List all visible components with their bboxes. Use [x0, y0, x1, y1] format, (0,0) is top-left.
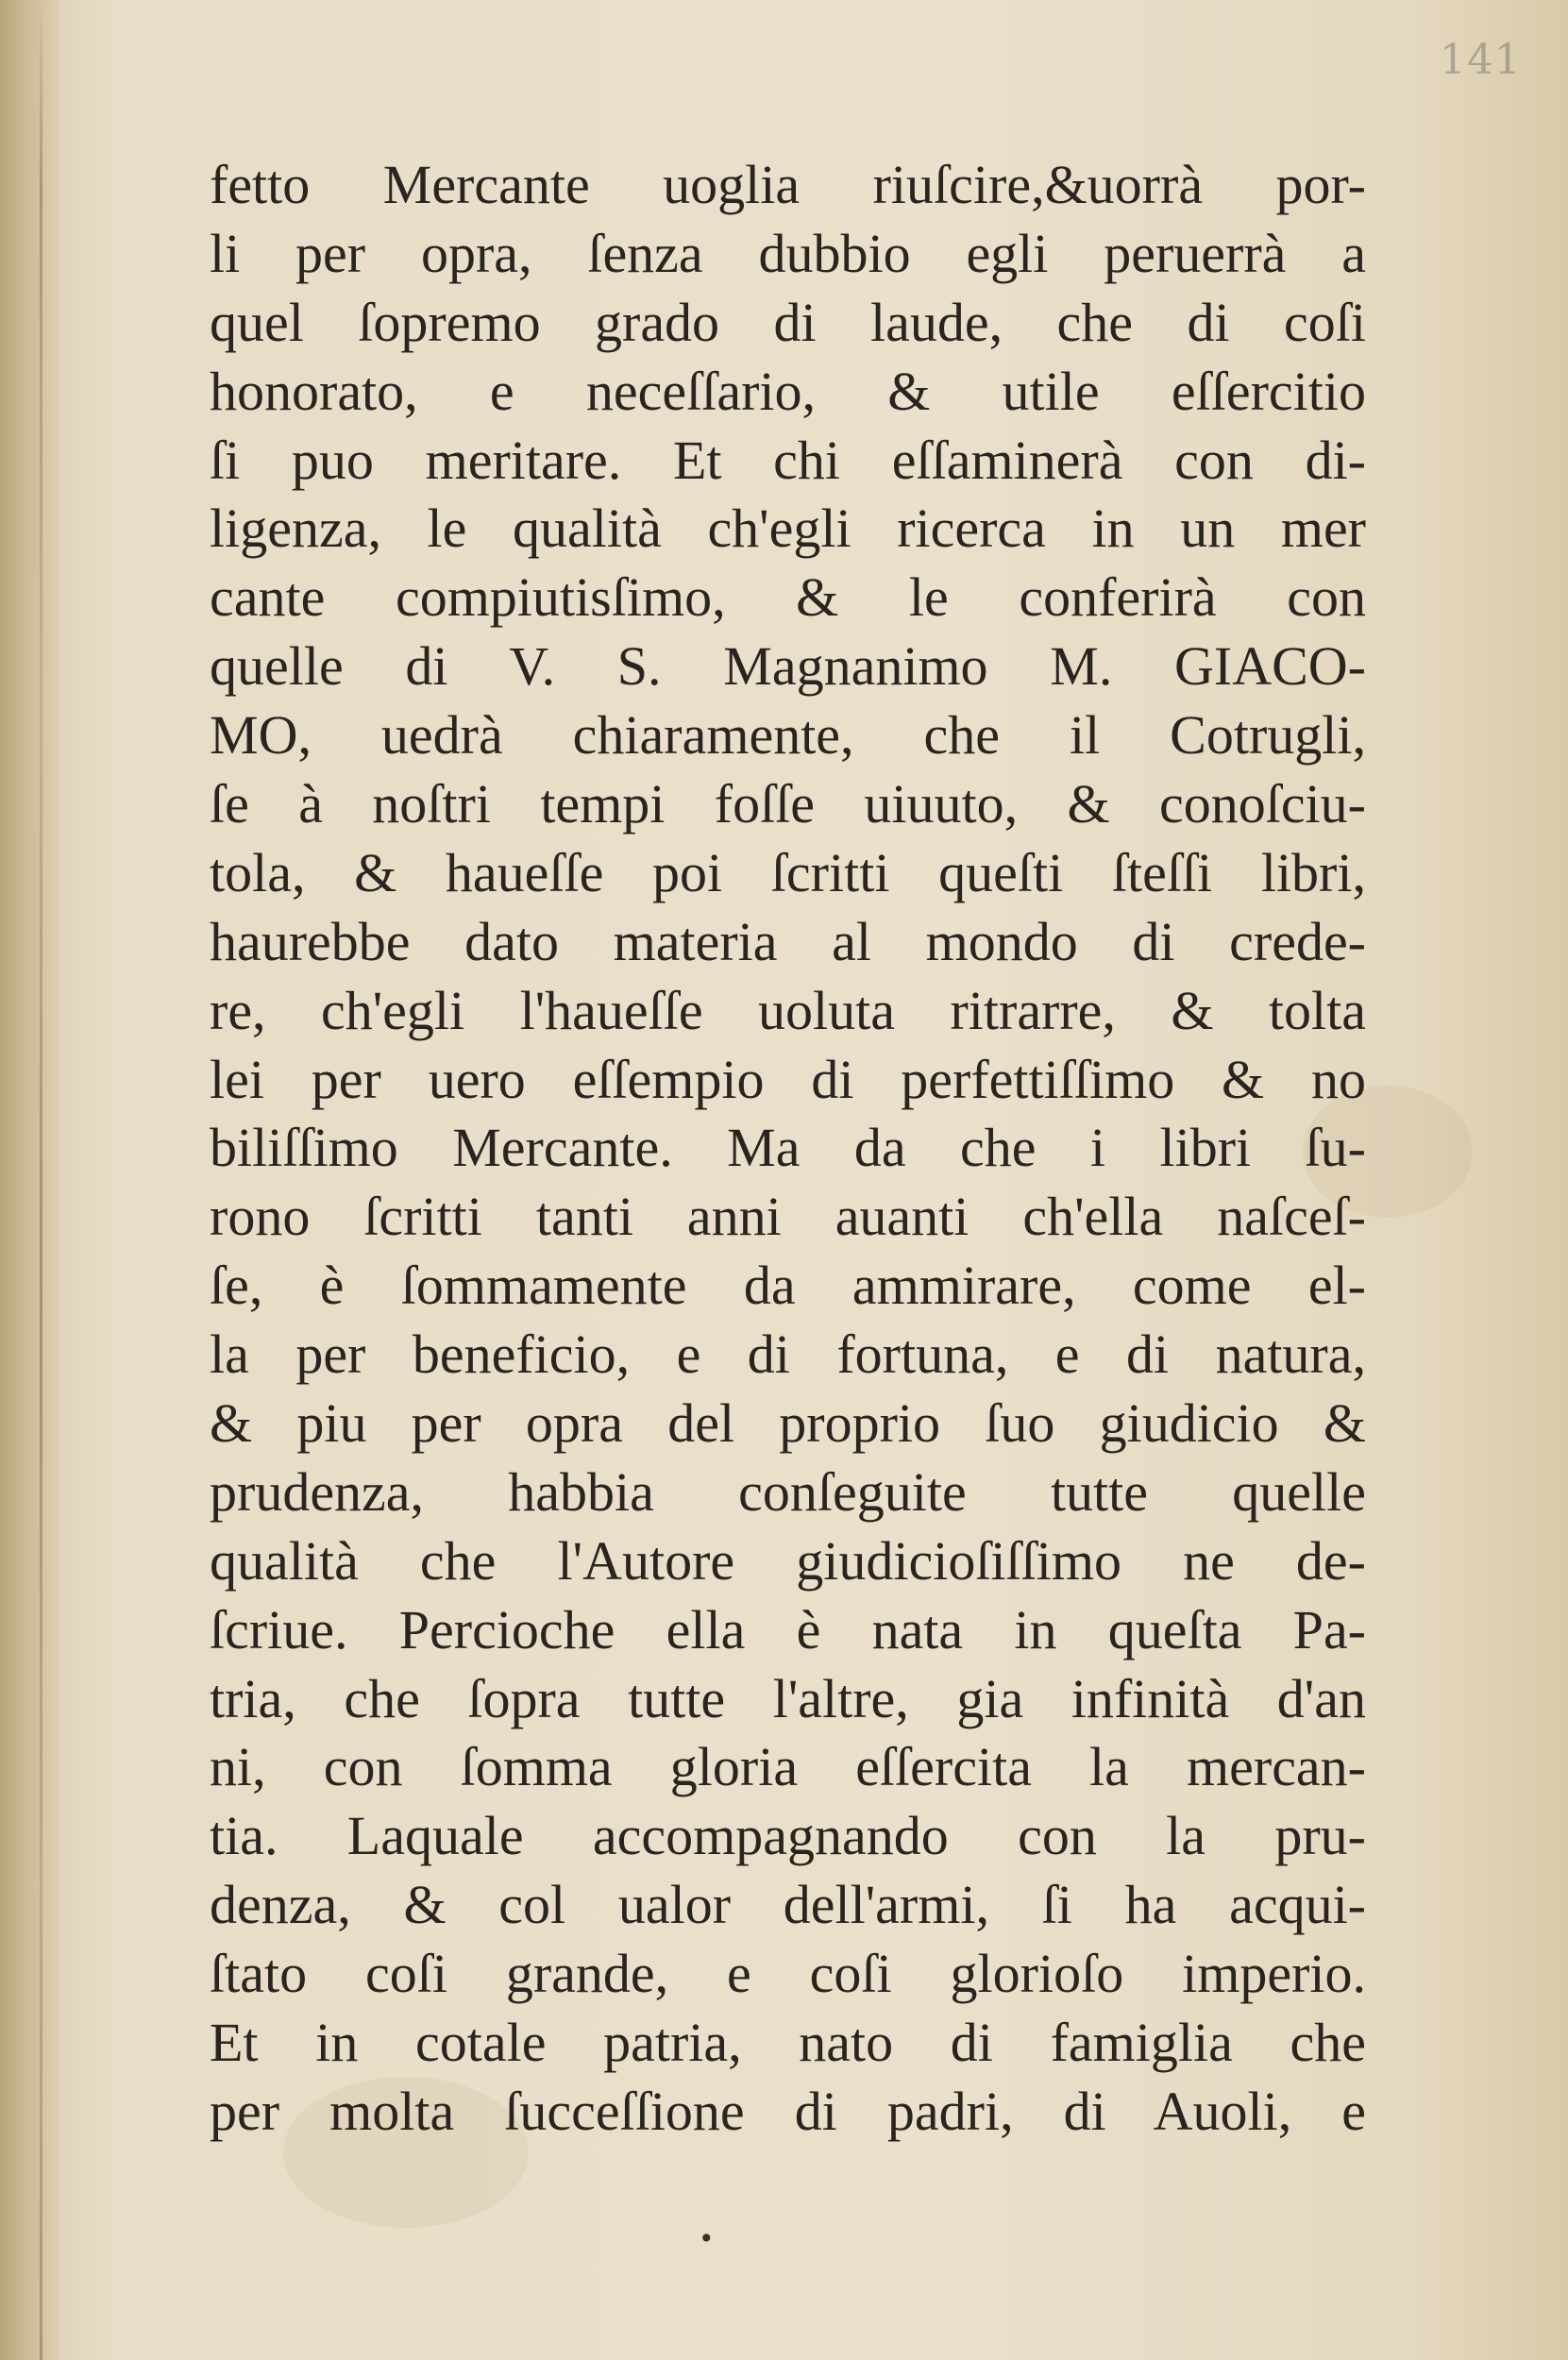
- page-gutter: [0, 0, 59, 2360]
- text-line: ſi puo meritare. Et chi eſſaminerà con di-: [210, 429, 1366, 491]
- printer-mark: •: [699, 2223, 715, 2254]
- text-line: ligenza, le qualità ch'egli ricerca in un mer: [210, 497, 1366, 560]
- text-line: tria, che ſopra tutte l'altre, gia infinità d'an: [210, 1667, 1366, 1729]
- text-line: re, ch'egli l'haueſſe uoluta ritrarre, & tolta: [210, 979, 1366, 1041]
- text-block: [210, 151, 1366, 2147]
- folio-number: 141: [1440, 36, 1522, 84]
- text-line: ſe, è ſommamente da ammirare, come el-: [210, 1255, 1366, 1317]
- text-line: tia. Laquale accompagnando con la pru-: [210, 1805, 1366, 1867]
- text-line: haurebbe dato materia al mondo di crede-: [210, 910, 1366, 972]
- text-line: fetto Mercante uoglia riuſcire,&uorrà por-: [210, 154, 1366, 215]
- text-line: rono ſcritti tanti anni auanti ch'ella naſceſ-: [210, 1186, 1366, 1248]
- text-line: prudenza, habbia conſeguite tutte quelle: [210, 1460, 1366, 1523]
- text-line: Et in cotale patria, nato di famiglia che: [210, 2012, 1366, 2074]
- text-line: & piu per opra del proprio ſuo giudicio &: [210, 1392, 1366, 1455]
- text-line: denza, & col ualor dell'armi, ſi ha acqui-: [210, 1874, 1366, 1936]
- text-line: ſcriue. Percioche ella è nata in queſta Pa-: [210, 1598, 1366, 1660]
- text-line: quel ſopremo grado di laude, che di coſi: [210, 291, 1366, 353]
- text-line: li per opra, ſenza dubbio egli peruerrà a: [210, 222, 1366, 284]
- text-line: quelle di V. S. Magnanimo M. GIACO-: [210, 635, 1366, 698]
- text-line: MO, uedrà chiaramente, che il Cotrugli,: [210, 704, 1366, 767]
- text-line: tola, & haueſſe poi ſcritti queſti ſteſſi libri,: [210, 841, 1366, 903]
- binding-edge: [40, 0, 42, 2360]
- text-line: la per beneficio, e di fortuna, e di natura,: [210, 1323, 1366, 1386]
- text-line: cante compiutisſimo, & le conferirà con: [210, 566, 1366, 629]
- text-line: qualità che l'Autore giudicioſiſſimo ne de-: [210, 1529, 1366, 1592]
- text-line: ſtato coſi grande, e coſi glorioſo imperio.: [210, 1943, 1366, 2005]
- text-line: per molta ſucceſſione di padri, di Auoli, e: [210, 2080, 1366, 2142]
- text-line: lei per uero eſſempio di perfettiſſimo & no: [210, 1048, 1366, 1110]
- text-line: honorato, e neceſſario, & utile eſſercitio: [210, 360, 1366, 422]
- text-line: ni, con ſomma gloria eſſercita la mercan-: [210, 1736, 1366, 1798]
- text-line: ſe à noſtri tempi foſſe uiuuto, & conoſciu-: [210, 773, 1366, 835]
- text-line: biliſſimo Mercante. Ma da che i libri ſu-: [210, 1117, 1366, 1179]
